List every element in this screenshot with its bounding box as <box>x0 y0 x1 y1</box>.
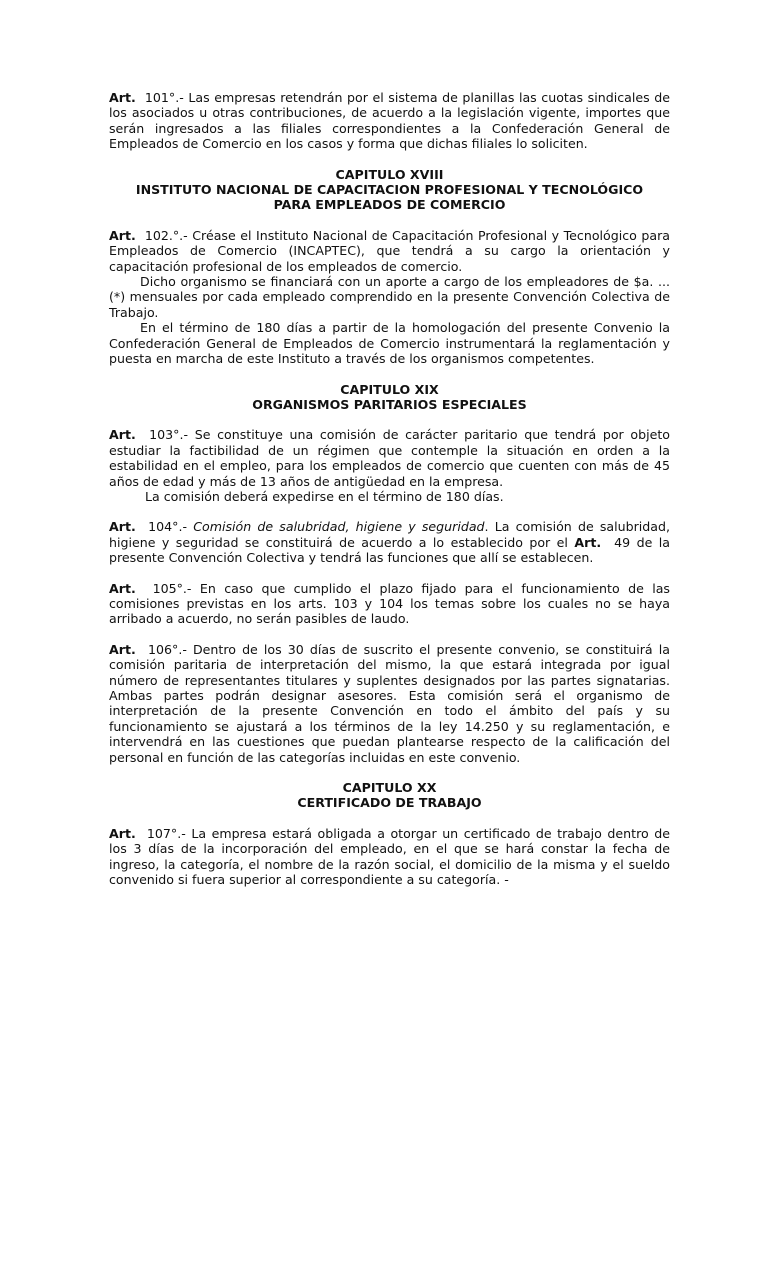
article-label: Art. <box>109 227 136 243</box>
chapter-title: CAPITULO XVIII <box>335 166 444 182</box>
article-number: 102.°.- <box>144 227 188 243</box>
chapter-subtitle: INSTITUTO NACIONAL DE CAPACITACION PROFESIONAL Y TECNOLÓGICO <box>135 182 644 198</box>
article-102 <box>109 228 670 274</box>
article-number: 106°.- <box>147 641 187 657</box>
chapter-xviii-heading <box>109 167 670 213</box>
article-103 <box>109 427 670 489</box>
chapter-subtitle: ORGANISMOS PARITARIOS ESPECIALES <box>252 396 527 412</box>
article-text: . La comisión de salubridad, higiene y seguridad se constituirá de acuerdo a lo establecido por el <box>109 519 671 550</box>
article-text: Dentro de los 30 días de suscrito el presente convenio, se constituirá la comisión paritaria de interpretación del mismo, la que estará integrada por igual número de representantes titulares y suplentes designados por las partes signatarias. Ambas partes podrán designar asesores. Esta comisión será el organismo de interpretación de la presente Convención en todo el ámbito del país y su funcionamiento se ajustará a los términos de la ley 14.250 y su reglamentación, e intervendrá en las cuestiones que puedan plantearse respecto de la calificación del personal en función de las categorías incluidas en este convenio. <box>109 641 670 765</box>
article-102-paragraph-2: Dicho organismo se financiará con un aporte a cargo de los empleadores de $a. ... (*) mensuales por cada empleado comprendido en la presente Convención Colectiva de Trabajo. <box>109 274 670 320</box>
article-label: Art. <box>109 427 136 443</box>
article-101 <box>109 90 670 152</box>
chapter-xix-heading <box>109 382 670 413</box>
chapter-subtitle: CERTIFICADO DE TRABAJO <box>297 795 482 811</box>
article-number: 105°.- <box>152 580 192 596</box>
article-102-paragraph-3: En el término de 180 días a partir de la homologación del presente Convenio la Confederación General de Empleados de Comercio instrumentará la reglamentación y puesta en marcha de este Instituto a través de los organismos competentes. <box>109 320 670 367</box>
spacer <box>109 566 670 581</box>
spacer <box>109 627 670 642</box>
article-text: La empresa estará obligada a otorgar un certificado de trabajo dentro de los 3 días de la incorporación del empleado, en el que se hará constar la fecha de ingreso, la categoría, el nombre de la razón social, el domicilio de la misma y el sueldo convenido si fuera superior al correspondiente a su categoría. - <box>109 825 670 888</box>
article-text: Créase el Instituto Nacional de Capacitación Profesional y Tecnológico para Empleados de Comercio (INCAPTEC), que tendrá a su cargo la orientación y capacitación profesional de los empleados de comercio. <box>109 227 670 274</box>
article-label: Art. <box>109 90 136 105</box>
article-label: Art. <box>109 641 136 657</box>
article-107 <box>109 826 670 888</box>
article-label: Art. <box>109 580 136 596</box>
chapter-subtitle: PARA EMPLEADOS DE COMERCIO <box>273 197 506 213</box>
chapter-xx-heading <box>109 780 670 811</box>
article-number: 107°.- <box>146 825 186 841</box>
article-text: Las empresas retendrán por el sistema de planillas las cuotas sindicales de los asociados u otras contribuciones, de acuerdo a la legislación vigente, importes que serán ingresados a las filiales correspondientes a la Confederación General de Empleados de Comercio en los casos y forma que dichas filiales lo soliciten. <box>109 90 670 152</box>
article-reference-label: Art. <box>574 534 602 550</box>
article-103-paragraph-2: La comisión deberá expedirse en el término de 180 días. <box>145 488 504 504</box>
chapter-title: CAPITULO XIX <box>340 381 439 397</box>
article-text: de la presente Convención Colectiva y tendrá las funciones que allí se establecen. <box>109 534 671 566</box>
article-label: Art. <box>109 519 136 535</box>
article-label: Art. <box>109 825 136 841</box>
article-106 <box>109 642 670 765</box>
article-reference-number: 49 <box>614 534 631 550</box>
article-italic-title: Comisión de salubridad, higiene y seguridad <box>193 519 485 535</box>
article-number: 101°.- <box>144 90 184 105</box>
article-104 <box>109 519 670 565</box>
article-105 <box>109 581 670 627</box>
article-number: 103°.- <box>149 427 189 443</box>
article-text: En caso que cumplido el plazo fijado para el funcionamiento de las comisiones previstas en los arts. 103 y 104 los temas sobre los cuales no se haya arribado a acuerdo, no serán pasibles de laudo. <box>109 580 670 627</box>
article-number: 104°.- <box>148 519 188 535</box>
chapter-title: CAPITULO XX <box>342 780 437 796</box>
spacer <box>109 504 670 519</box>
article-text: Se constituye una comisión de carácter paritario que tendrá por objeto estudiar la factibilidad de un régimen que contemple la situación en orden a la estabilidad en el empleo, para los empleados de comercio que cuenten con más de 45 años de edad y más de 13 años de antigüedad en la empresa. <box>109 427 670 489</box>
